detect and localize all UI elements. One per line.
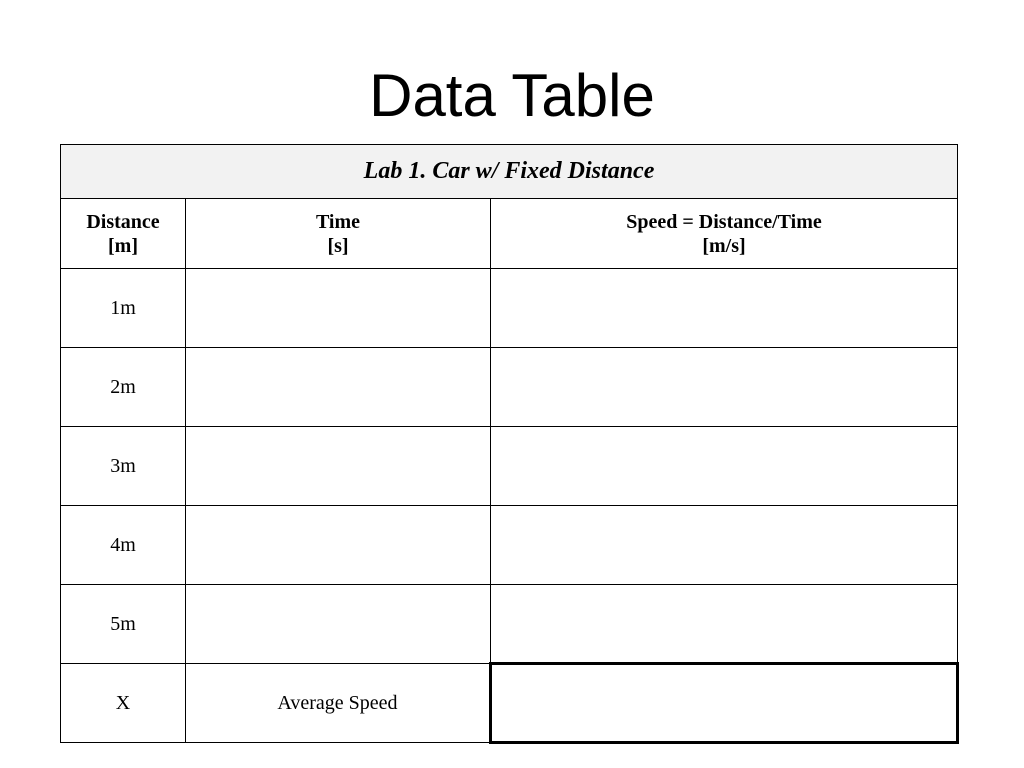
- distance-cell: X: [61, 664, 186, 743]
- column-header-unit: [m]: [108, 234, 138, 257]
- table-header-row: [61, 199, 958, 269]
- table-row: [61, 506, 958, 585]
- speed-cell[interactable]: [491, 427, 958, 506]
- distance-cell: 2m: [61, 348, 186, 427]
- column-header-unit: [s]: [327, 234, 349, 257]
- column-header-distance: [61, 199, 186, 269]
- column-header-speed: [491, 199, 958, 269]
- column-header-name: Speed = Distance/Time: [626, 210, 822, 233]
- time-cell[interactable]: [186, 427, 491, 506]
- column-header-unit: [m/s]: [702, 234, 746, 257]
- table-row: [61, 348, 958, 427]
- average-row: [61, 664, 958, 743]
- table-row: [61, 269, 958, 348]
- time-cell[interactable]: [186, 585, 491, 664]
- average-speed-label: Average Speed: [186, 664, 491, 743]
- table-row: [61, 585, 958, 664]
- speed-cell[interactable]: [491, 585, 958, 664]
- speed-cell[interactable]: [491, 269, 958, 348]
- distance-cell: 4m: [61, 506, 186, 585]
- speed-cell[interactable]: [491, 348, 958, 427]
- column-header-name: Time: [315, 210, 361, 233]
- average-speed-cell[interactable]: [491, 664, 958, 743]
- column-header-time: [186, 199, 491, 269]
- time-cell[interactable]: [186, 348, 491, 427]
- column-header-name: Distance: [86, 210, 160, 233]
- distance-cell: 1m: [61, 269, 186, 348]
- table-caption: Lab 1. Car w/ Fixed Distance: [61, 145, 958, 199]
- distance-cell: 3m: [61, 427, 186, 506]
- data-table: [60, 144, 959, 744]
- page-title: Data Table: [369, 62, 655, 129]
- table-caption-row: [61, 145, 958, 199]
- distance-cell: 5m: [61, 585, 186, 664]
- time-cell[interactable]: [186, 269, 491, 348]
- time-cell[interactable]: [186, 506, 491, 585]
- table-row: [61, 427, 958, 506]
- speed-cell[interactable]: [491, 506, 958, 585]
